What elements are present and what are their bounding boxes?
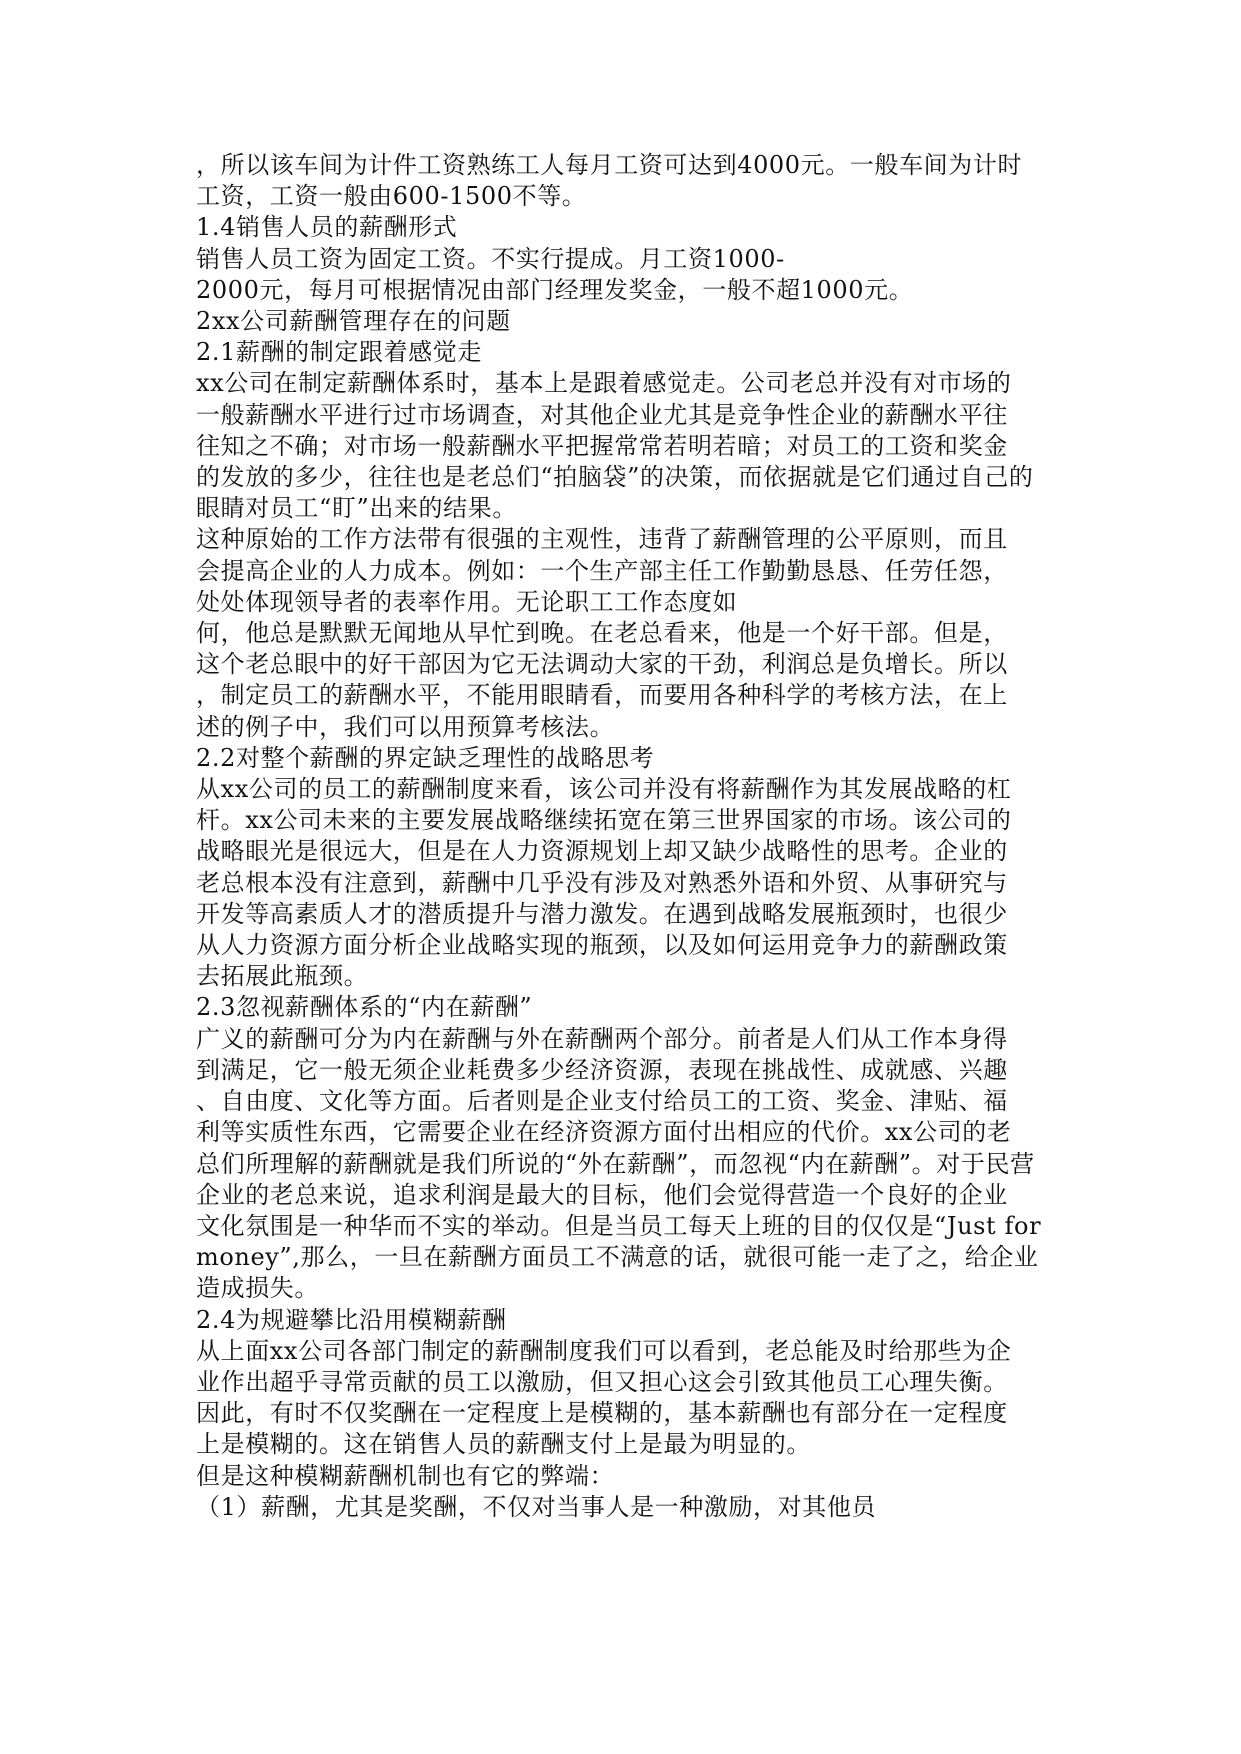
text-line: 2.1薪酬的制定跟着感觉走 bbox=[196, 338, 482, 367]
text-line: 处处体现领导者的表率作用。无论职工工作态度如 bbox=[196, 587, 738, 616]
text-line: 杆。xx公司未来的主要发展战略继续拓宽在第三世界国家的市场。该公司的 bbox=[196, 806, 1012, 835]
text-line: 到满足，它一般无须企业耗费多少经济资源，表现在挑战性、成就感、兴趣 bbox=[196, 1055, 1008, 1084]
text-line: 从人力资源方面分析企业战略实现的瓶颈，以及如何运用竞争力的薪酬政策 bbox=[196, 931, 1008, 960]
text-line: 从xx公司的员工的薪酬制度来看，该公司并没有将薪酬作为其发展战略的杠 bbox=[196, 775, 1012, 804]
text-line: ，制定员工的薪酬水平，不能用眼睛看，而要用各种科学的考核方法，在上 bbox=[196, 681, 1008, 710]
text-line: 从上面xx公司各部门制定的薪酬制度我们可以看到，老总能及时给那些为企 bbox=[196, 1336, 1012, 1365]
text-line: 利等实质性东西，它需要企业在经济资源方面付出相应的代价。xx公司的老 bbox=[196, 1118, 1012, 1147]
text-line: 一般薪酬水平进行过市场调查，对其他企业尤其是竞争性企业的薪酬水平往 bbox=[196, 400, 1008, 429]
text-line: 2xx公司薪酬管理存在的问题 bbox=[196, 307, 511, 336]
text-line: 往知之不确；对市场一般薪酬水平把握常常若明若暗；对员工的工资和奖金 bbox=[196, 431, 1008, 460]
text-line: 2.4为规避攀比沿用模糊薪酬 bbox=[196, 1305, 507, 1334]
text-line: 战略眼光是很远大，但是在人力资源规划上却又缺少战略性的思考。企业的 bbox=[196, 837, 1008, 866]
text-line: 业作出超乎寻常贡献的员工以激励，但又担心这会引致其他员工心理失衡。 bbox=[196, 1367, 1008, 1396]
text-line: 2.3忽视薪酬体系的“内在薪酬” bbox=[196, 993, 533, 1022]
text-line: 上是模糊的。这在销售人员的薪酬支付上是最为明显的。 bbox=[196, 1430, 811, 1459]
text-line: 广义的薪酬可分为内在薪酬与外在薪酬两个部分。前者是人们从工作本身得 bbox=[196, 1024, 1008, 1053]
text-line: 这种原始的工作方法带有很强的主观性，违背了薪酬管理的公平原则，而且 bbox=[196, 525, 1008, 554]
text-line: 开发等高素质人才的潜质提升与潜力激发。在遇到战略发展瓶颈时，也很少 bbox=[196, 899, 1008, 928]
text-line: 但是这种模糊薪酬机制也有它的弊端： bbox=[196, 1461, 615, 1490]
text-line: money”,那么，一旦在薪酬方面员工不满意的话，就很可能一走了之，给企业 bbox=[196, 1243, 1039, 1272]
text-line: 会提高企业的人力成本。例如：一个生产部主任工作勤勤恳恳、任劳任怨， bbox=[196, 556, 1008, 585]
text-line: 的发放的多少，往往也是老总们“拍脑袋”的决策，而依据就是它们通过自己的 bbox=[196, 463, 1034, 492]
text-line: 2000元，每月可根据情况由部门经理发奖金，一般不超1000元。 bbox=[196, 275, 914, 304]
text-line: ，所以该车间为计件工资熟练工人每月工资可达到4000元。一般车间为计时 bbox=[196, 151, 1023, 179]
text-line: 工资，工资一般由600-1500不等。 bbox=[196, 182, 587, 211]
text-line: 去拓展此瓶颈。 bbox=[196, 962, 369, 991]
text-line: 、自由度、文化等方面。后者则是企业支付给员工的工资、奖金、津贴、福 bbox=[196, 1087, 1008, 1116]
text-line: 文化氛围是一种华而不实的举动。但是当员工每天上班的目的仅仅是“Just for bbox=[196, 1211, 1042, 1240]
text-line: 述的例子中，我们可以用预算考核法。 bbox=[196, 712, 615, 741]
text-line: （1）薪酬，尤其是奖酬，不仅对当事人是一种激励，对其他员 bbox=[196, 1492, 877, 1521]
text-line: 销售人员工资为固定工资。不实行提成。月工资1000- bbox=[196, 244, 785, 273]
text-line: 老总根本没有注意到，薪酬中几乎没有涉及对熟悉外语和外贸、从事研究与 bbox=[196, 868, 1008, 897]
text-line: 总们所理解的薪酬就是我们所说的“外在薪酬”，而忽视“内在薪酬”。对于民营 bbox=[196, 1149, 1035, 1178]
text-line: 企业的老总来说，追求利润是最大的目标，他们会觉得营造一个良好的企业 bbox=[196, 1180, 1008, 1209]
text-line: 1.4销售人员的薪酬形式 bbox=[196, 213, 458, 242]
text-line: 造成损失。 bbox=[196, 1274, 319, 1303]
text-line: xx公司在制定薪酬体系时，基本上是跟着感觉走。公司老总并没有对市场的 bbox=[196, 369, 1012, 398]
text-line: 2.2对整个薪酬的界定缺乏理性的战略思考 bbox=[196, 743, 655, 772]
text-line: 眼睛对员工“盯”出来的结果。 bbox=[196, 494, 517, 523]
text-line: 何，他总是默默无闻地从早忙到晚。在老总看来，他是一个好干部。但是， bbox=[196, 619, 1008, 648]
text-line: 因此，有时不仅奖酬在一定程度上是模糊的，基本薪酬也有部分在一定程度 bbox=[196, 1399, 1008, 1428]
text-line: 这个老总眼中的好干部因为它无法调动大家的干劲，利润总是负增长。所以 bbox=[196, 650, 1008, 679]
body-text bbox=[196, 150, 1056, 1523]
